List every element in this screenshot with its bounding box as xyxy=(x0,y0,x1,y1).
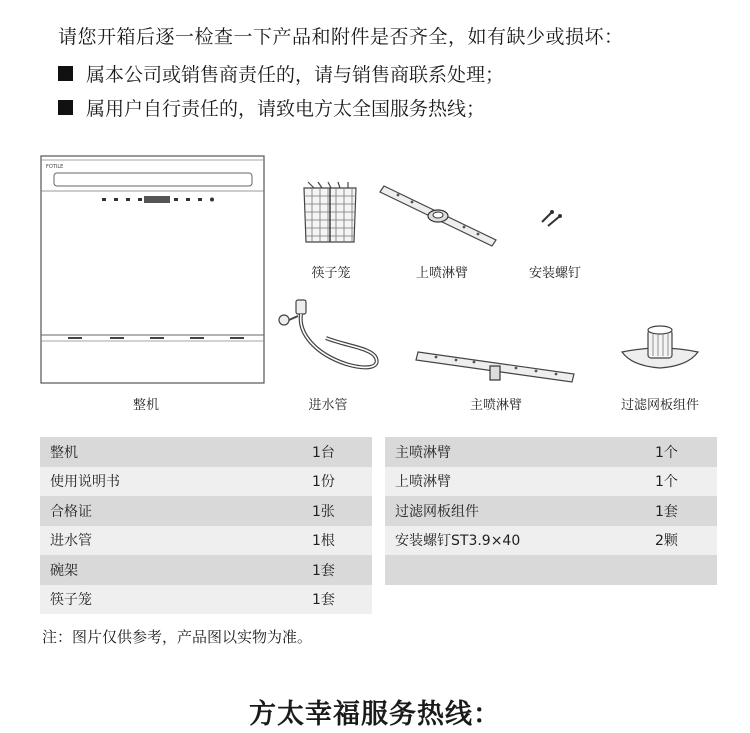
table-row xyxy=(40,585,372,615)
water-hose-icon xyxy=(276,294,384,380)
item-qty: 1台 xyxy=(312,444,335,461)
item-name: 上喷淋臂 xyxy=(395,474,451,491)
caption-upper-arm: 上喷淋臂 xyxy=(415,266,469,281)
caption-hose: 进水管 xyxy=(308,398,348,413)
item-qty: 1份 xyxy=(312,474,335,491)
item-name: 进水管 xyxy=(50,533,92,550)
item-name: 安装螺钉ST3.9×40 xyxy=(395,533,521,550)
caption-basket: 筷子笼 xyxy=(311,266,351,281)
item-name: 碗架 xyxy=(50,562,78,579)
item-name: 过滤网板组件 xyxy=(395,503,479,520)
note-text: 注：图片仅供参考，产品图以实物为准。 xyxy=(42,628,313,646)
square-bullet-icon xyxy=(58,100,73,115)
cutlery-basket-icon xyxy=(298,180,362,248)
item-qty: 1套 xyxy=(312,592,335,609)
bullet-item xyxy=(58,94,485,121)
brand-text: FOTILE xyxy=(46,164,64,170)
table-row xyxy=(385,555,717,585)
table-row xyxy=(40,526,372,556)
item-qty: 1套 xyxy=(312,562,335,579)
intro-text: 请您开箱后逐一检查一下产品和附件是否齐全，如有缺少或损坏： xyxy=(58,26,624,48)
bullet-item xyxy=(58,60,504,87)
table-row xyxy=(385,526,717,556)
item-qty: 1根 xyxy=(312,533,335,550)
item-name: 筷子笼 xyxy=(50,592,92,609)
table-row xyxy=(40,467,372,497)
table-row xyxy=(40,437,372,467)
table-row xyxy=(385,437,717,467)
item-name: 使用说明书 xyxy=(50,474,120,491)
parts-table-right xyxy=(385,437,717,585)
caption-screws: 安装螺钉 xyxy=(528,266,582,281)
item-qty: 1套 xyxy=(655,503,678,520)
bullet-text: 属本公司或销售商责任的，请与销售商联系处理； xyxy=(86,64,505,86)
main-spray-arm-icon xyxy=(412,346,580,390)
parts-table-left xyxy=(40,437,372,614)
bullet-text: 属用户自行责任的，请致电方太全国服务热线； xyxy=(86,98,486,120)
item-qty: 1张 xyxy=(312,503,335,520)
caption-main-arm: 主喷淋臂 xyxy=(469,398,523,413)
screws-icon xyxy=(538,208,564,230)
item-name: 主喷淋臂 xyxy=(395,444,451,461)
table-row xyxy=(40,496,372,526)
caption-filter: 过滤网板组件 xyxy=(620,398,700,413)
item-name: 整机 xyxy=(50,444,78,461)
hotline-heading: 方太幸福服务热线： xyxy=(249,699,501,730)
item-name: 合格证 xyxy=(50,503,92,520)
item-qty: 1个 xyxy=(655,444,678,461)
dishwasher-illustration xyxy=(40,155,266,385)
filter-assembly-icon xyxy=(618,322,702,374)
item-qty: 2颗 xyxy=(655,533,678,550)
item-qty: 1个 xyxy=(655,474,678,491)
square-bullet-icon xyxy=(58,66,73,81)
table-row xyxy=(385,496,717,526)
caption-machine: 整机 xyxy=(132,398,160,413)
table-row xyxy=(40,555,372,585)
table-row xyxy=(385,467,717,497)
upper-spray-arm-icon xyxy=(376,180,504,250)
